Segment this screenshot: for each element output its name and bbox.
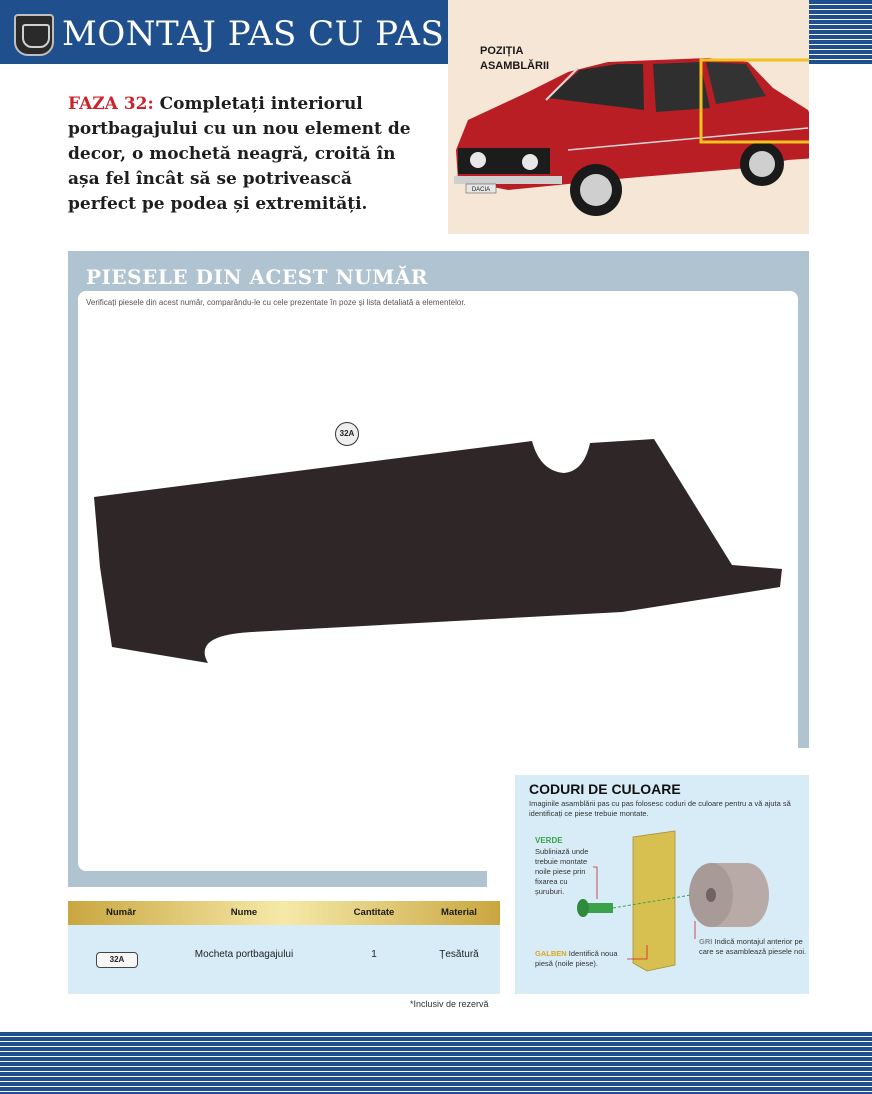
header-nume: Nume [230,907,258,918]
verde-description: Subliniază unde trebuie montate noile piese prin fixarea cu șuruburi. [535,847,589,896]
cell-cantitate: 1 [371,949,377,960]
verde-label: VERDE [535,836,563,845]
cell-material: Țesătură [439,949,479,960]
color-codes-panel [515,775,809,994]
header-material: Material [441,907,477,918]
footer-stripes [0,1032,872,1094]
phase-text: Completați interiorul portbagajului cu un nou element de decor, o mochetă neagră, croită în așa fel încât să se potrivească perfect pe podea și extremități. [68,94,411,214]
part-callout-32a: 32A [335,422,359,446]
cell-nume: Mocheta portbagajului [194,949,294,960]
dacia-badge-icon [14,14,54,56]
header-title-box [0,0,448,64]
phase-description [68,92,418,217]
phase-number: FAZA 32: [68,94,154,114]
part-code-badge: 32A [96,952,138,968]
assembly-position-panel [448,0,809,234]
trunk-mat-image [92,437,792,677]
gri-description: GRI Indică montajul anterior pe care se asamblează piesele noi. [699,937,807,956]
parts-table [68,901,500,994]
color-codes-description: Imaginile asamblării pas cu pas folosesc coduri de culoare pentru a vă ajuta să identificați ce piese trebuie montate. [529,799,791,818]
header-cantitate: Cantitate [353,907,395,918]
table-header [68,901,500,925]
color-codes-title: CODURI DE CULOARE [529,781,681,797]
car-illustration [448,0,809,234]
galben-description: GALBEN Identifică noua piesă (noile piese). [535,949,618,968]
parts-instruction: Verificați piesele din acest număr, comparându-le cu cele prezentate în poze și lista detaliată a elementelor. [86,298,466,307]
parts-title: PIESELE DIN ACEST NUMĂR [86,265,429,289]
page-title: MONTAJ PAS CU PAS [62,14,445,54]
assembly-position-label: POZIȚIA ASAMBLĂRII [480,45,550,72]
footnote: *Inclusiv de rezervă [410,999,489,1009]
car-plate: DACIA [471,187,491,193]
header-numar: Număr [105,907,137,918]
